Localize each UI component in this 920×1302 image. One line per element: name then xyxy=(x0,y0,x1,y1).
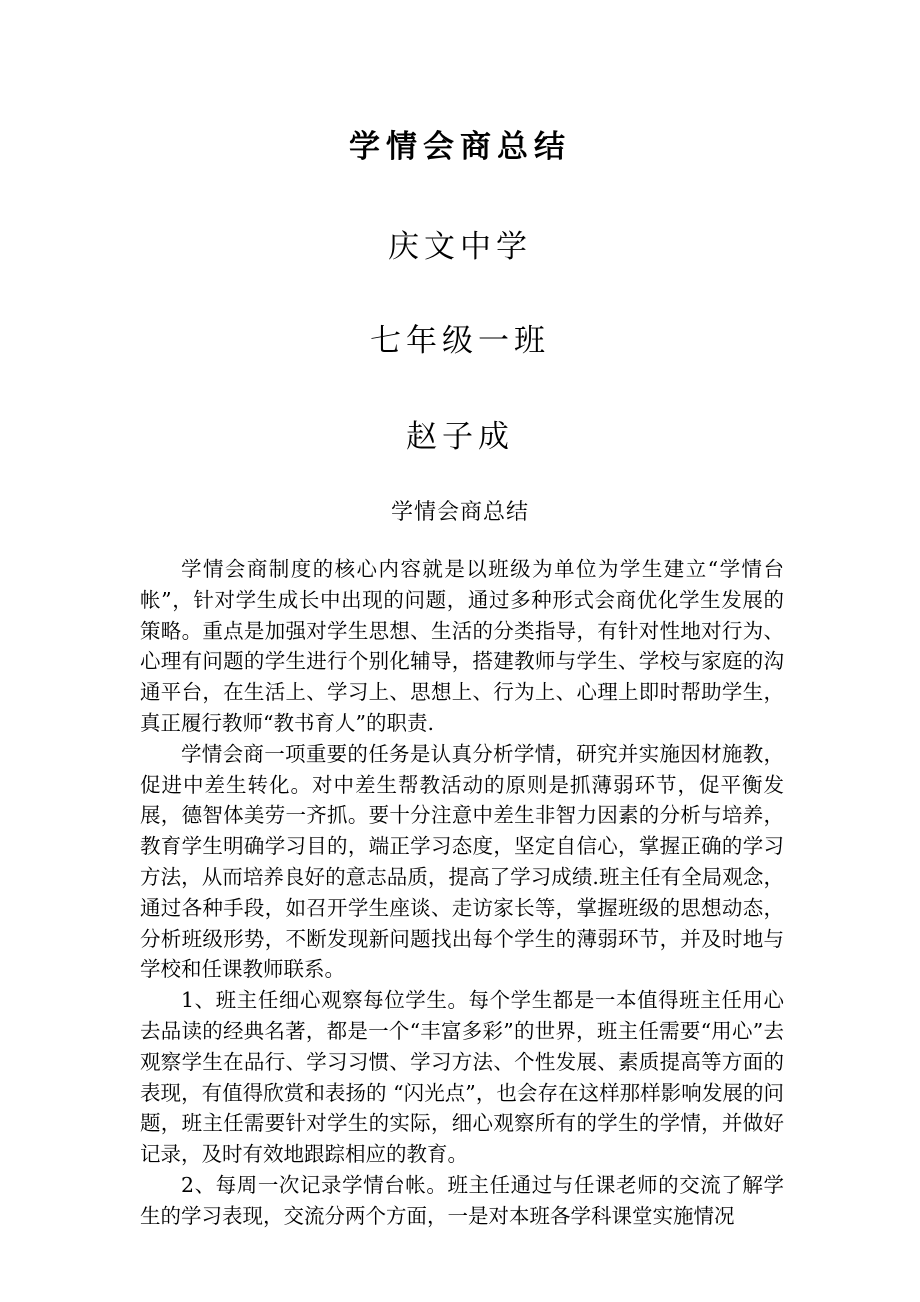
document-title: 学情会商总结 xyxy=(349,129,571,165)
author-name: 赵子成 xyxy=(406,419,514,455)
section-heading: 学情会商总结 xyxy=(390,500,529,525)
paragraph: 学情会商一项重要的任务是认真分析学情，研究并实施因材施教，促进中差生转化。对中差生帮教活动的原则是抓薄弱环节，促平衡发展，德智体美劳一齐抓。要十分注意中差生非智力因素的分析与培养，教育学生明确学习目的，端正学习态度，坚定自信心，掌握正确的学习方法，从而培养良好的意志品质，提高了学习成绩.班主任有全局观念，通过各种手段，如召开学生座谈、走访家长等，掌握班级的思想动态，分析班级形势，不断发现新问题找出每个学生的薄弱环节，并及时地与学校和任课教师联系。 xyxy=(140,741,784,982)
class-name: 七年级一班 xyxy=(370,323,550,359)
paragraph: 学情会商制度的核心内容就是以班级为单位为学生建立“学情台帐”，针对学生成长中出现的问题，通过多种形式会商优化学生发展的策略。重点是加强对学生思想、生活的分类指导，有针对性地对行为、心理有问题的学生进行个别化辅导，搭建教师与学生、学校与家庭的沟通平台，在生活上、学习上、思想上、行为上、心理上即时帮助学生，真正履行教师“教书育人”的职责. xyxy=(140,557,784,735)
paragraph: 2、每周一次记录学情台帐。班主任通过与任课老师的交流了解学生的学习表现，交流分两个方面，一是对本班各学科课堂实施情况 xyxy=(140,1172,784,1228)
body-text xyxy=(140,554,784,1232)
paragraph: 1、班主任细心观察每位学生。每个学生都是一本值得班主任用心去品读的经典名著，都是一个“丰富多彩”的世界，班主任需要“用心”去观察学生在品行、学习习惯、学习方法、个性发展、素质提高等方面的表现，有值得欣赏和表扬的 “闪光点”，也会存在这样那样影响发展的问题，班主任需要针对学生的实际，细心观察所有的学生的学情，并做好记录，及时有效地跟踪相应的教育。 xyxy=(140,988,784,1167)
school-name: 庆文中学 xyxy=(388,229,532,265)
